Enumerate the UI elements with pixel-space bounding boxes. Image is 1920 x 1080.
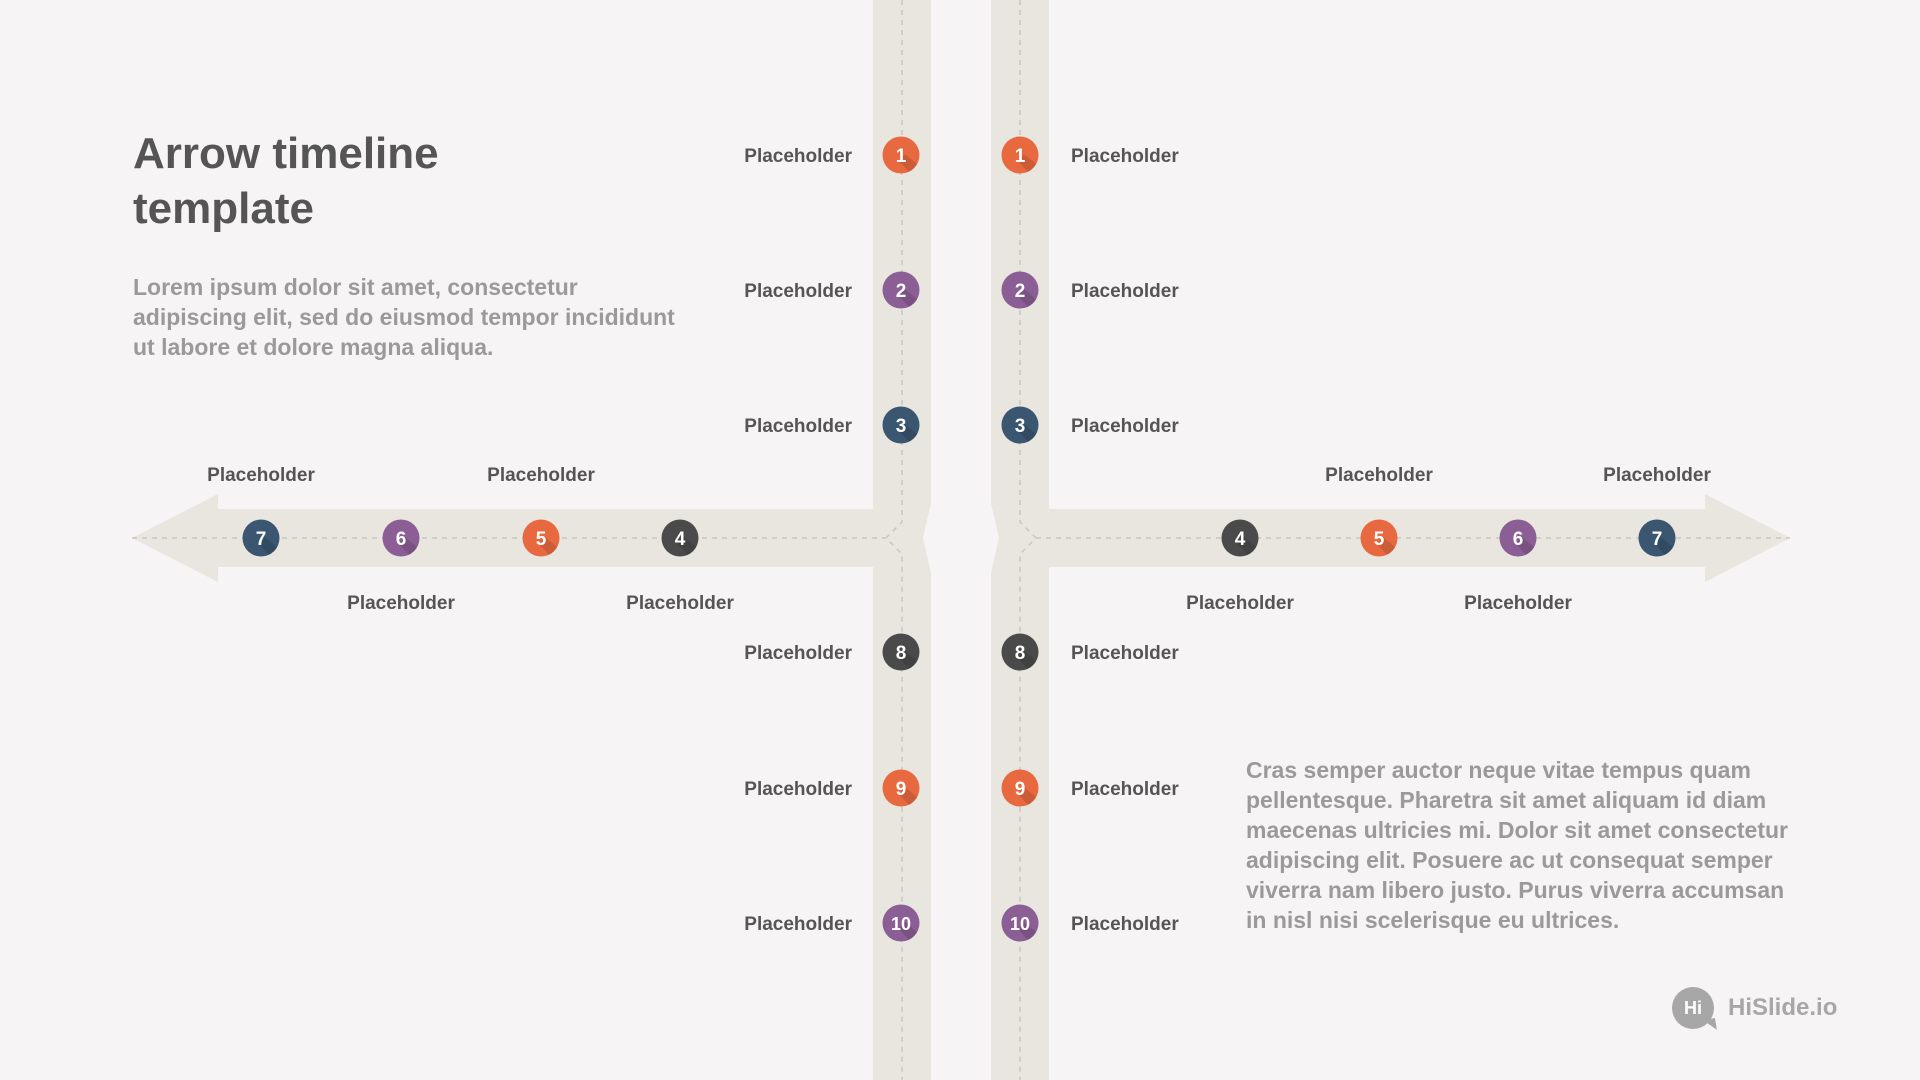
left-vertical-marker-2: [883, 272, 920, 309]
left-vertical-marker-9-number: 9: [895, 779, 907, 800]
right-vertical-marker-1-number: 1: [1014, 146, 1026, 167]
left-vertical-marker-3-number: 3: [895, 416, 907, 437]
left-vertical-marker-3: [883, 407, 920, 444]
left-vertical-marker-10-number: 10: [890, 914, 912, 934]
left-vertical-label-3: Placeholder: [744, 416, 852, 437]
brand-name: HiSlide.io: [1728, 994, 1838, 1021]
left-vertical-label-2: Placeholder: [744, 281, 852, 302]
left-vertical-marker-9: [883, 770, 920, 807]
right-horizontal-marker-5-number: 5: [1373, 529, 1385, 550]
left-vertical-label-9: Placeholder: [744, 779, 852, 800]
right-horizontal-marker-6: [1500, 520, 1537, 557]
left-horizontal-marker-7-number: 7: [255, 529, 267, 550]
right-vertical-label-2: Placeholder: [1071, 281, 1179, 302]
right-horizontal-marker-5: [1361, 520, 1398, 557]
right-vertical-label-10: Placeholder: [1071, 914, 1179, 935]
left-vertical-marker-1-number: 1: [895, 146, 907, 167]
brand-logo: [1672, 986, 1837, 1030]
right-vertical-marker-8-number: 8: [1014, 643, 1026, 664]
left-horizontal-marker-7: [243, 520, 280, 557]
right-vertical-marker-9-number: 9: [1014, 779, 1026, 800]
left-horizontal-marker-4: [662, 520, 699, 557]
right-horizontal-marker-7-number: 7: [1651, 529, 1663, 550]
right-horizontal-label-4: Placeholder: [1186, 593, 1294, 614]
left-vertical-label-10: Placeholder: [744, 914, 852, 935]
right-horizontal-marker-7: [1639, 520, 1676, 557]
left-horizontal-label-5: Placeholder: [487, 465, 595, 486]
left-horizontal-label-7: Placeholder: [207, 465, 315, 486]
left-horizontal-marker-5-number: 5: [535, 529, 547, 550]
left-horizontal-marker-6-number: 6: [395, 529, 407, 550]
right-vertical-marker-2: [1002, 272, 1039, 309]
right-vertical-marker-3: [1002, 407, 1039, 444]
left-vertical-marker-2-number: 2: [895, 281, 907, 302]
left-horizontal-marker-6: [383, 520, 420, 557]
right-vertical-marker-10: [1002, 905, 1039, 942]
right-horizontal-marker-4-number: 4: [1234, 529, 1246, 550]
left-horizontal-marker-4-number: 4: [674, 529, 686, 550]
speech-bubble-icon: Hi: [1672, 987, 1714, 1029]
right-vertical-label-8: Placeholder: [1071, 643, 1179, 664]
right-vertical-label-9: Placeholder: [1071, 779, 1179, 800]
right-vertical-marker-8: [1002, 634, 1039, 671]
right-horizontal-label-6: Placeholder: [1464, 593, 1572, 614]
right-vertical-label-3: Placeholder: [1071, 416, 1179, 437]
left-horizontal-label-6: Placeholder: [347, 593, 455, 614]
right-vertical-marker-2-number: 2: [1014, 281, 1026, 302]
left-vertical-label-8: Placeholder: [744, 643, 852, 664]
right-vertical-label-1: Placeholder: [1071, 146, 1179, 167]
left-horizontal-label-4: Placeholder: [626, 593, 734, 614]
right-vertical-marker-9: [1002, 770, 1039, 807]
right-vertical-marker-10-number: 10: [1009, 914, 1031, 934]
right-horizontal-label-5: Placeholder: [1325, 465, 1433, 486]
intro-paragraph: Lorem ipsum dolor sit amet, consectetur adipiscing elit, sed do eiusmod tempor incididunt ut labore et dolore magna aliqua.: [133, 274, 675, 360]
left-vertical-marker-1: [883, 137, 920, 174]
right-horizontal-label-7: Placeholder: [1603, 465, 1711, 486]
left-vertical-marker-8-number: 8: [895, 643, 907, 664]
right-vertical-marker-1: [1002, 137, 1039, 174]
page-title: Arrow timeline template: [133, 129, 439, 233]
right-vertical-marker-3-number: 3: [1014, 416, 1026, 437]
right-horizontal-marker-4: [1222, 520, 1259, 557]
left-horizontal-marker-5: [523, 520, 560, 557]
left-vertical-label-1: Placeholder: [744, 146, 852, 167]
description-paragraph: Cras semper auctor neque vitae tempus quam pellentesque. Pharetra sit amet aliquam id diam maecenas ultricies mi. Dolor sit amet consectetur adipiscing elit. Posuere ac ut consequat semper viverra nam libero justo. Purus viverra accumsan in nisl nisi scelerisque eu ultrices.: [1246, 757, 1788, 933]
left-vertical-marker-10: [883, 905, 920, 942]
left-vertical-marker-8: [883, 634, 920, 671]
right-horizontal-marker-6-number: 6: [1512, 529, 1524, 550]
